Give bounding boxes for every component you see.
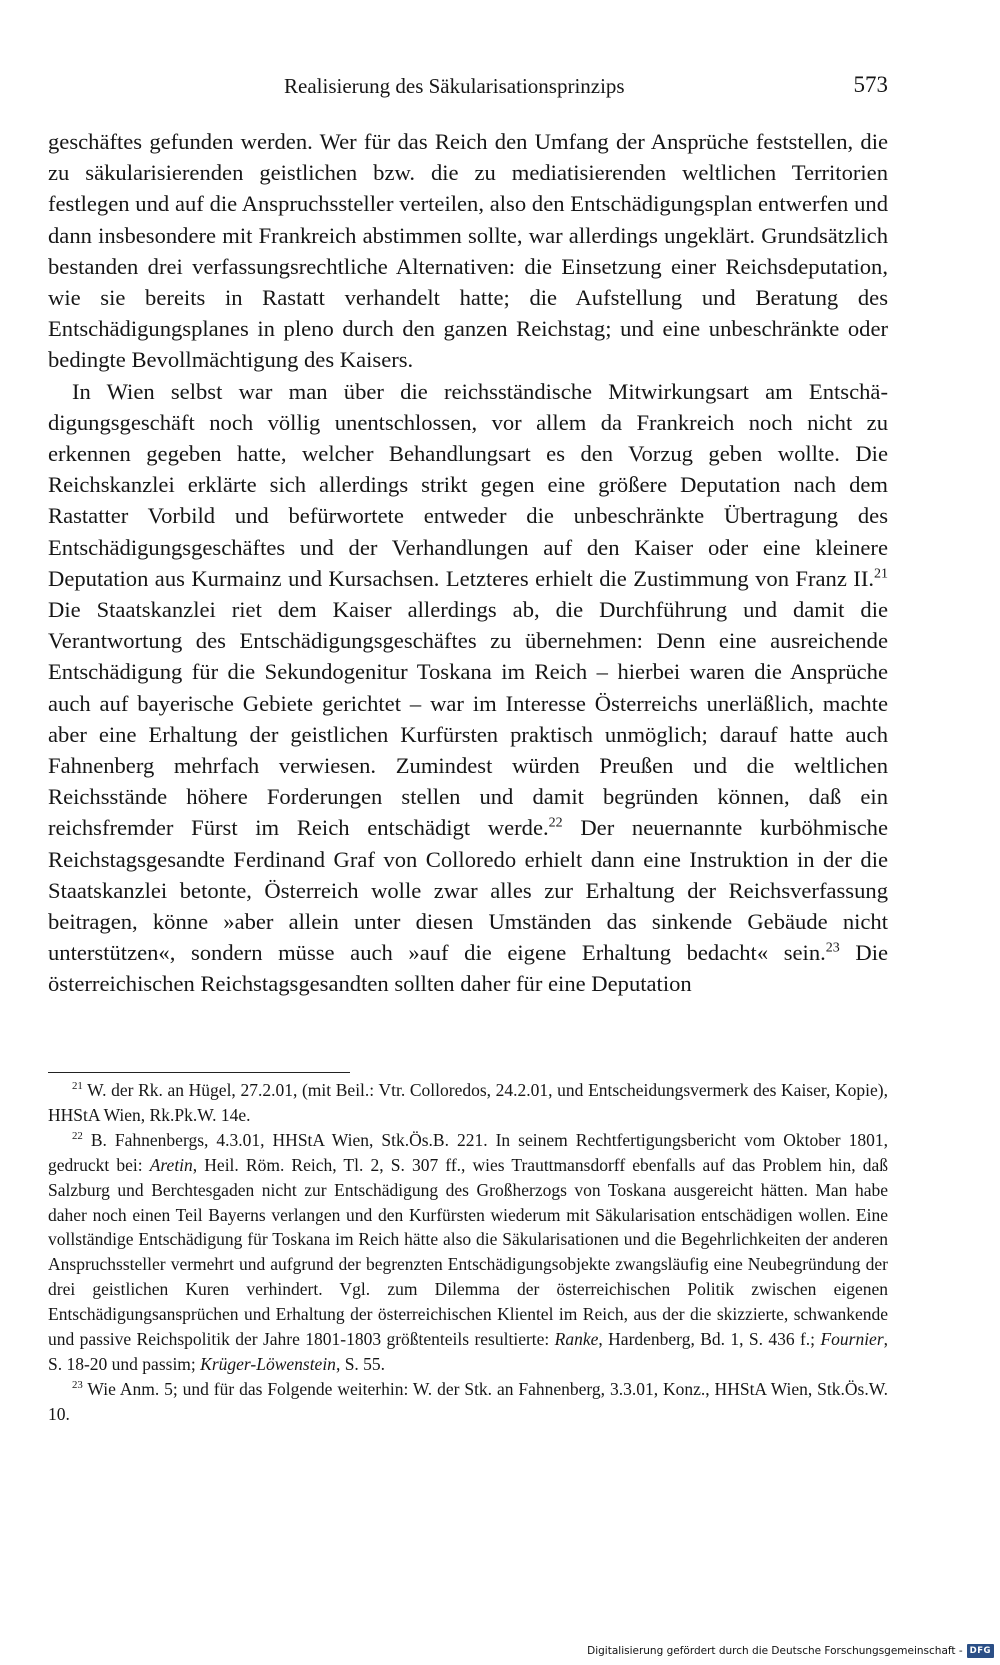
- text-run: Die österreichischen Reichstagsgesandten sollten daher für eine Deputation: [48, 940, 888, 997]
- text-run: Die Staatskanzlei riet dem Kaiser allerdings ab, die Durchführung und damit die Verantwortung des Entschädigungsgeschäftes zu übernehmen: Denn eine ausreichende Entschädigung für die Sekundogenitur Toskana im Reich – hierbei waren die Ansprüche auch auf bayerische Gebiete gerichtet – war im Interesse Österreichs unerläßlich, machte aber eine Erhaltung der geistlichen Kurfürsten praktisch unmöglich; darauf hatte auch Fahnenberg mehrfach verwiesen. Zumindest würden Preußen und die weltlichen Reichsstände höhere Forderungen stellen und damit begründen können, daß ein reichsfremder Fürst im Reich entschädigt werde.: [48, 597, 888, 841]
- text-run: , Heil. Röm. Reich, Tl. 2, S. 307 ff., wies Trauttmansdorff ebenfalls auf das Problem hin, daß Salzburg und Berchtesgaden nicht zur Entschädigung des Großherzogs von Toskana ausgereicht hätten. Man habe daher noch einen Teil Bayerns verlangen und den Kurfürsten wiederum mit Säkularisation entschädigen wollen. Eine vollständige Entschädigung für Toskana im Reich hätte also die Säkularisationen und die Begehrlichkeiten der anderen Anspruchssteller vermehrt und aufgrund der begrenzten Entschädigungsobjekte zwangsläufig eine Neubegründung der drei geistlichen Kuren verhindert. Vgl. zum Dilemma der österreichischen Politik zwischen eigenen Entschädigungsansprüchen und Erhaltung der österreichischen Klientel im Reich, aus der die skizzierte, schwankende und passive Reichspolitik der Jahre 1801-1803 größtenteils resultierte:: [48, 1154, 888, 1350]
- digitization-credit: [587, 1642, 994, 1660]
- cited-author: Krüger-Löwenstein: [200, 1353, 336, 1374]
- text-run: W. der Rk. an Hügel, 27.2.01, (mit Beil.: Vtr. Colloredos, 24.2.01, und Entscheidungsvermerk des Kaiser, Kopie), HHStA Wien, Rk.Pk.W. 14e.: [48, 1080, 888, 1125]
- text-run: Wie Anm. 5; und für das Folgende weiterhin: W. der Stk. an Fahnenberg, 3.3.01, Konz., HHStA Wien, Stk.Ös.W. 10.: [48, 1378, 888, 1424]
- footnotes: [48, 1078, 888, 1427]
- footnote-reference: 23: [825, 940, 840, 956]
- footnote-divider: [48, 1072, 350, 1073]
- text-run: , S. 55.: [335, 1353, 386, 1374]
- footnote-number: 21: [72, 1080, 83, 1093]
- footnote-reference: 22: [548, 815, 563, 831]
- dfg-logo: DFG: [967, 1644, 994, 1658]
- text-run: geschäftes gefunden werden. Wer für das Reich den Umfang der Ansprüche feststellen, die zu säkularisierenden geistlichen bzw. die zu mediatisierenden weltlichen Territorien festlegen und auf die Anspruchssteller verteilen, also den Entschädigungsplan entwerfen und dann insbesondere mit Frankreich abstimmen sollte, war allerdings ungeklärt. Grundsätzlich bestanden drei verfassungsrechtliche Alternativen: die Einsetzung einer Reichsdeputation, wie sie bereits in Rastatt verhandelt hatte; die Aufstellung und Beratung des Entschädigungsplanes in pleno durch den ganzen Reichstag; und eine unbeschränkte oder bedingte Bevollmächtigung des Kaisers.: [48, 129, 888, 373]
- footnote-number: 23: [72, 1379, 83, 1392]
- page-header: [48, 72, 888, 108]
- credit-text: Digitalisierung gefördert durch die Deutsche Forschungsgemeinschaft -: [587, 1645, 963, 1657]
- footnote-reference: 21: [874, 566, 888, 582]
- text-run: , S. 18-20 und passim;: [48, 1329, 889, 1374]
- text-run: , Hardenberg, Bd. 1, S. 436 f.;: [598, 1329, 821, 1350]
- footnote: [48, 1128, 888, 1377]
- text-run: In Wien selbst war man über die reichsständische Mitwirkungsart am Entschädigungsgeschäft noch völlig unentschlossen, vor allem da Frankreich noch nicht zu erkennen gegeben hatte, welcher Behandlungsart es den Vorzug geben wollte. Die Reichskanzlei erklärte sich allerdings strikt gegen eine größere Deputation nach dem Rastatter Vorbild und befürwortete entweder die unbeschränkte Übertragung des Entschädigungsgeschäftes und der Verhandlungen auf den Kaiser oder eine kleinere Deputation aus Kurmainz und Kursachsen. Letzteres erhielt die Zustimmung von Franz II.: [48, 378, 888, 591]
- text-run: B. Fahnenbergs, 4.3.01, HHStA Wien, Stk.Ös.B. 221. In seinem Rechtfertigungsbericht vom Oktober 1801, gedruckt bei:: [48, 1129, 888, 1175]
- text-run: Der neuernannte kurböhmische Reichstagsgesandte Ferdinand Graf von Colloredo erhielt dann eine Instruktion in der die Staatskanzlei betonte, Österreich wolle zwar alles zur Erhaltung der Reichsverfassung beitragen, könne »aber allein unter diesen Umständen das sinkende Gebäude nicht unterstützen«, sondern müsse auch »auf die eigene Erhaltung bedacht« sein.: [48, 815, 889, 966]
- footnote-number: 22: [72, 1129, 83, 1142]
- cited-author: Fournier: [820, 1329, 884, 1350]
- footnote: [48, 1377, 888, 1427]
- page-number: 573: [853, 72, 888, 97]
- running-title: Realisierung des Säkularisationsprinzips: [284, 74, 625, 98]
- body-paragraph: [48, 126, 888, 376]
- body-text: [48, 126, 888, 1000]
- footnote: [48, 1078, 888, 1128]
- cited-author: Aretin: [149, 1154, 193, 1175]
- cited-author: Ranke: [554, 1329, 599, 1350]
- body-paragraph: [48, 376, 888, 1000]
